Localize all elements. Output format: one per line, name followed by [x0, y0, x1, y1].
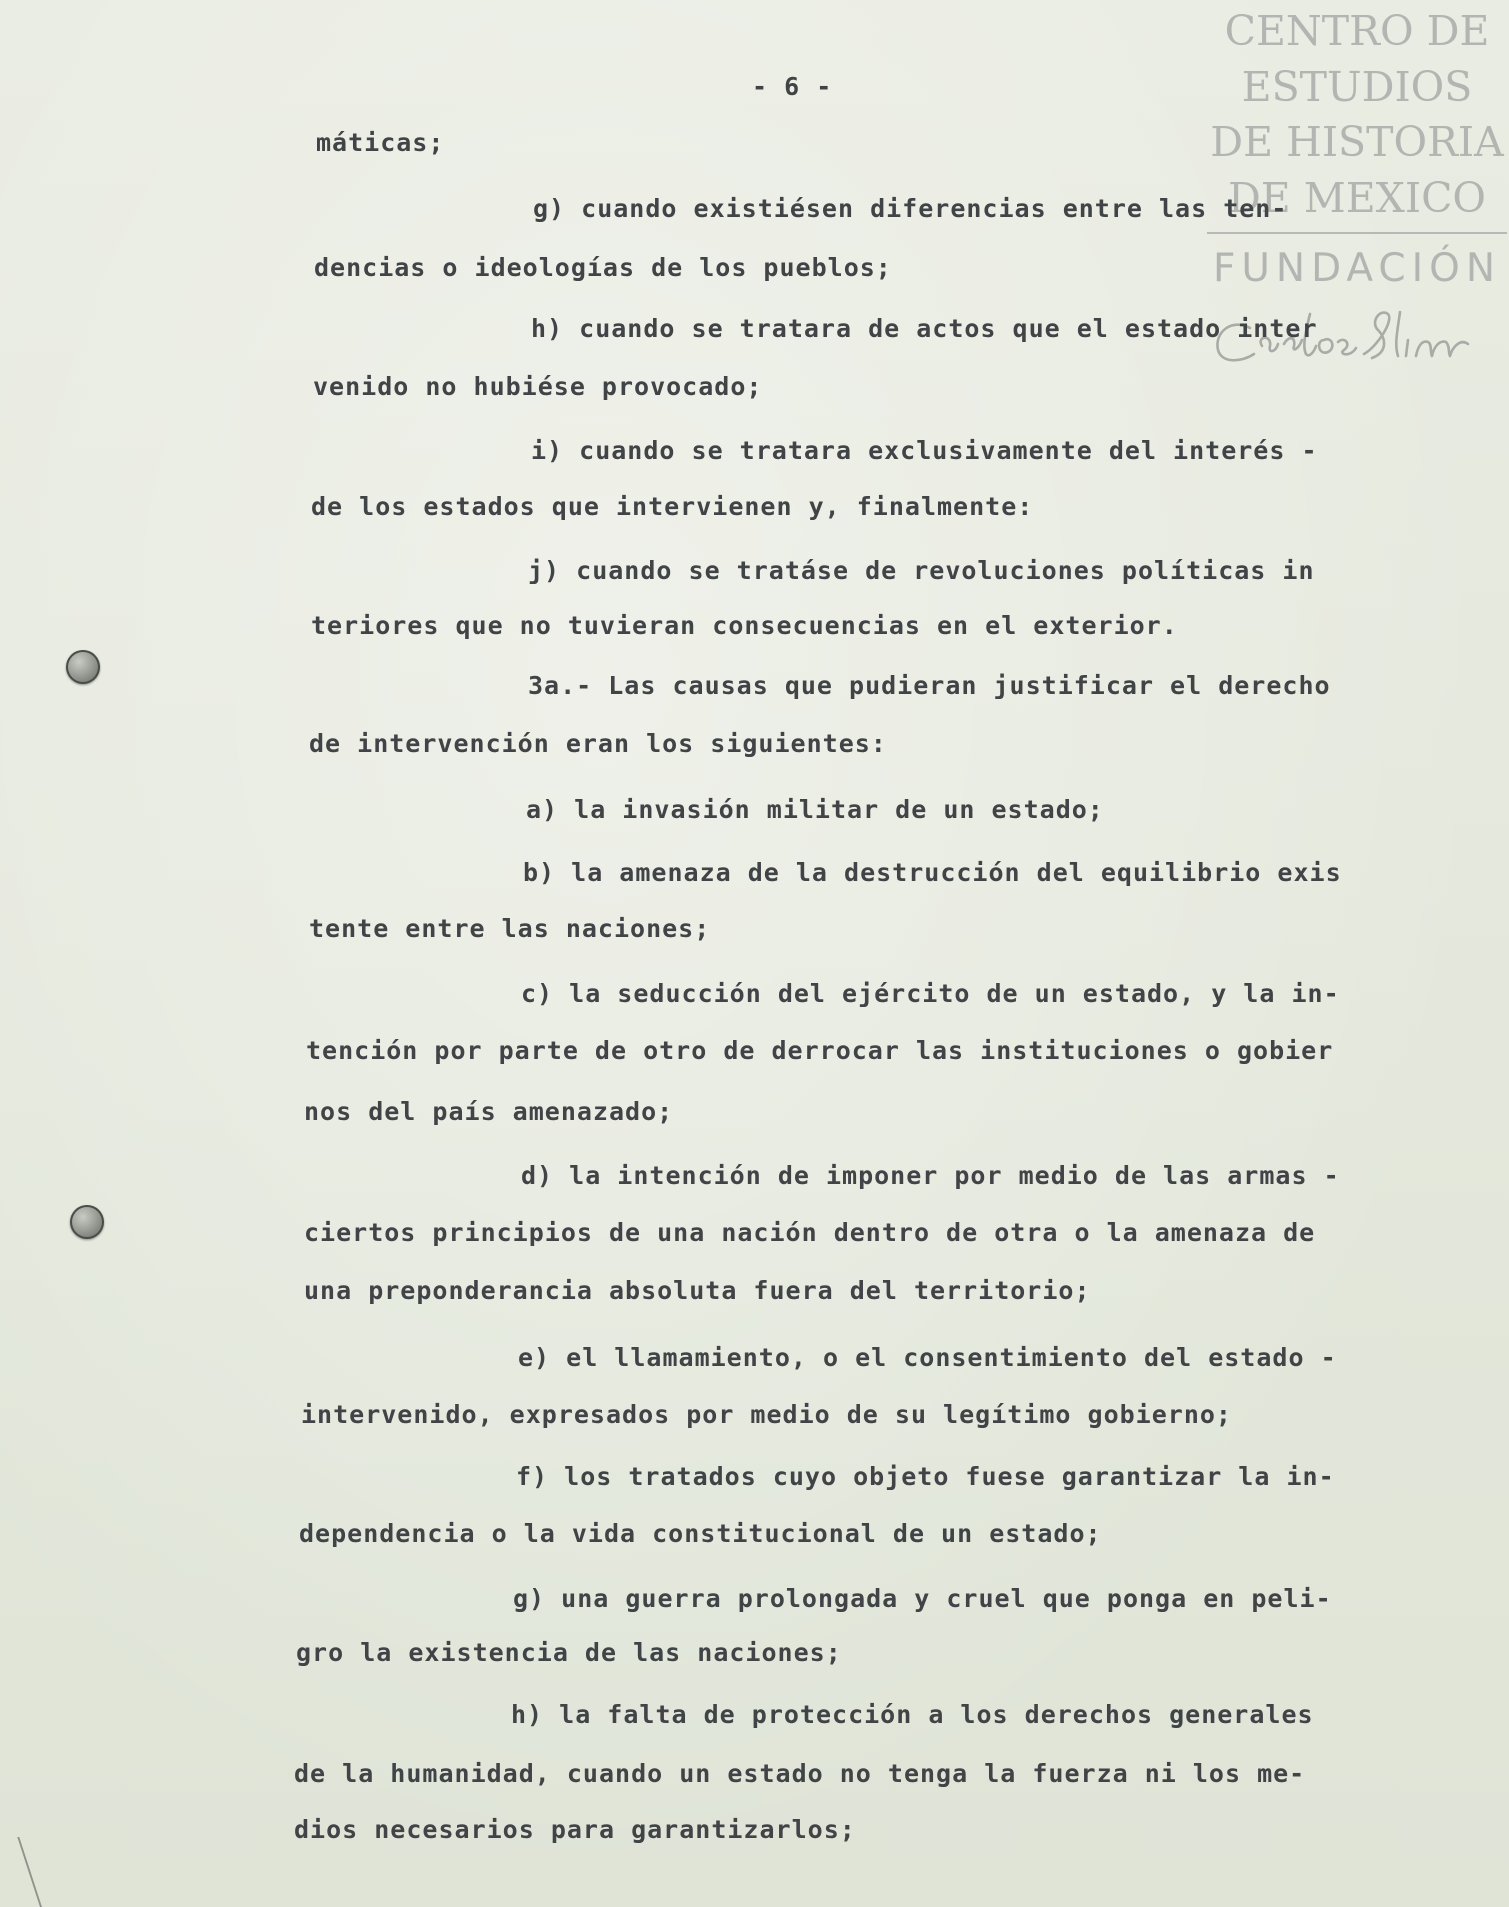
body-text-line: de la humanidad, cuando un estado no tenga la fuerza ni los me-: [294, 1759, 1306, 1788]
body-text-line: h) la falta de protección a los derechos generales: [511, 1700, 1314, 1729]
stamp-line: DE MEXICO: [1227, 174, 1487, 222]
body-text-line: j) cuando se tratáse de revoluciones políticas in: [528, 556, 1315, 585]
body-text-line: una preponderancia absoluta fuera del territorio;: [304, 1276, 1091, 1305]
body-text-line: f) los tratados cuyo objeto fuese garantizar la in-: [516, 1462, 1335, 1491]
stamp-line: CENTRO DE: [1224, 7, 1490, 55]
body-text-line: e) el llamamiento, o el consentimiento del estado -: [518, 1343, 1337, 1372]
body-text-line: dios necesarios para garantizarlos;: [294, 1815, 856, 1844]
body-text-line: dependencia o la vida constitucional de un estado;: [299, 1519, 1102, 1548]
body-text-line: d) la intención de imponer por medio de las armas -: [521, 1161, 1340, 1190]
body-text-line: ciertos principios de una nación dentro de otra o la amenaza de: [304, 1218, 1316, 1247]
body-text-line: intervenido, expresados por medio de su legítimo gobierno;: [301, 1400, 1232, 1429]
body-text-line: g) una guerra prolongada y cruel que ponga en peli-: [513, 1584, 1332, 1613]
body-text-line: a) la invasión militar de un estado;: [526, 795, 1104, 824]
page-number: - 6 -: [752, 72, 833, 101]
body-text-line: de intervención eran los siguientes:: [309, 729, 887, 758]
body-text-line: c) la seducción del ejército de un estado, y la in-: [521, 979, 1340, 1008]
paper-edge-shadow: [0, 1837, 42, 1907]
stamp-foundation-label: FUNDACIÓN: [1212, 246, 1502, 291]
body-text-line: h) cuando se tratara de actos que el estado inter: [531, 314, 1318, 343]
body-text-line: dencias o ideologías de los pueblos;: [314, 253, 892, 282]
body-text-line: i) cuando se tratara exclusivamente del interés -: [531, 436, 1318, 465]
body-text-line: teriores que no tuvieran consecuencias en el exterior.: [311, 611, 1178, 640]
body-text-line: de los estados que intervienen y, finalmente:: [311, 492, 1034, 521]
body-text-line: 3a.- Las causas que pudieran justificar el derecho: [528, 671, 1331, 700]
body-text-line: tente entre las naciones;: [309, 914, 711, 943]
body-text-line: máticas;: [316, 128, 445, 157]
body-text-line: nos del país amenazado;: [304, 1097, 674, 1126]
body-text-line: b) la amenaza de la destrucción del equilibrio exis: [523, 858, 1342, 887]
body-text-line: venido no hubiése provocado;: [313, 372, 763, 401]
stamp-line: ESTUDIOS: [1241, 63, 1473, 111]
body-text-line: gro la existencia de las naciones;: [296, 1638, 842, 1667]
body-text-line: g) cuando existiésen diferencias entre las ten-: [533, 194, 1288, 223]
body-text-line: tención por parte de otro de derrocar las instituciones o gobier: [306, 1036, 1334, 1065]
stamp-divider: [1207, 232, 1507, 234]
stamp-line: DE HISTORIA: [1210, 118, 1504, 166]
punch-hole-bottom: [70, 1205, 104, 1239]
punch-hole-top: [66, 650, 100, 684]
